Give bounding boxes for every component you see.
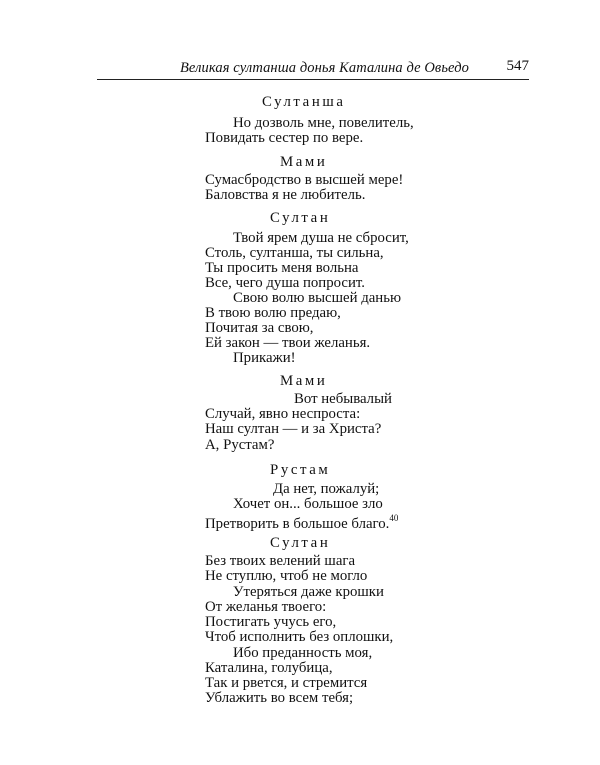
- footnote-marker: 40: [389, 513, 399, 523]
- verse-line: Ты просить меня вольна: [205, 260, 359, 276]
- verse-line: Каталина, голубица,: [205, 660, 333, 676]
- verse-line: Все, чего душа попросит.: [205, 275, 365, 291]
- verse-line: [205, 511, 398, 532]
- verse-line: Но дозволь мне, повелитель,: [233, 115, 414, 131]
- verse-line: Случай, явно неспроста:: [205, 406, 361, 422]
- running-header: [97, 54, 529, 80]
- speaker-name: Мами: [280, 154, 328, 170]
- verse-line-text: Претворить в большое благо.: [205, 515, 390, 532]
- verse-line: Да нет, пожалуй;: [273, 481, 380, 497]
- verse-line: Твой ярем душа не сбросит,: [233, 230, 409, 246]
- speaker-name: Султан: [270, 210, 331, 226]
- verse-line: Утеряться даже крошки: [233, 584, 384, 600]
- speaker-name: Рустам: [270, 462, 331, 478]
- verse-line: Сумасбродство в высшей мере!: [205, 172, 404, 188]
- verse-line: Столь, султанша, ты сильна,: [205, 245, 384, 261]
- speaker-name: Мами: [280, 373, 328, 389]
- running-title: Великая султанша донья Каталина де Овьедо: [179, 60, 469, 76]
- page-number: 547: [506, 58, 529, 74]
- verse-line: Ублажить во всем тебя;: [205, 690, 354, 706]
- verse-line: Постигать учусь его,: [205, 614, 337, 630]
- verse-line: В твою волю предаю,: [205, 305, 341, 321]
- verse-line: Наш султан — и за Христа?: [205, 421, 382, 437]
- verse-line: Почитая за свою,: [205, 320, 314, 336]
- speaker-name: Султанша: [262, 94, 346, 110]
- verse-line: А, Рустам?: [205, 437, 275, 453]
- verse-line: Ибо преданность моя,: [233, 645, 373, 661]
- verse-line: Вот небывалый: [294, 391, 392, 407]
- verse-line: Не ступлю, чтоб не могло: [205, 568, 368, 584]
- verse-line: От желанья твоего:: [205, 599, 327, 615]
- verse-line: Чтоб исполнить без оплошки,: [205, 629, 394, 645]
- verse-line: Ей закон — твои желанья.: [205, 335, 371, 351]
- verse-line: Хочет он... большое зло: [233, 496, 383, 512]
- verse-line: Свою волю высшей данью: [233, 290, 402, 306]
- verse-line: Прикажи!: [233, 350, 296, 366]
- verse-line: Так и рвется, и стремится: [205, 675, 368, 691]
- verse-line: Повидать сестер по вере.: [205, 130, 364, 146]
- header-rule: [97, 79, 529, 80]
- verse-line: Без твоих велений шага: [205, 553, 356, 569]
- verse-line: Баловства я не любитель.: [205, 187, 366, 203]
- speaker-name: Султан: [270, 535, 331, 551]
